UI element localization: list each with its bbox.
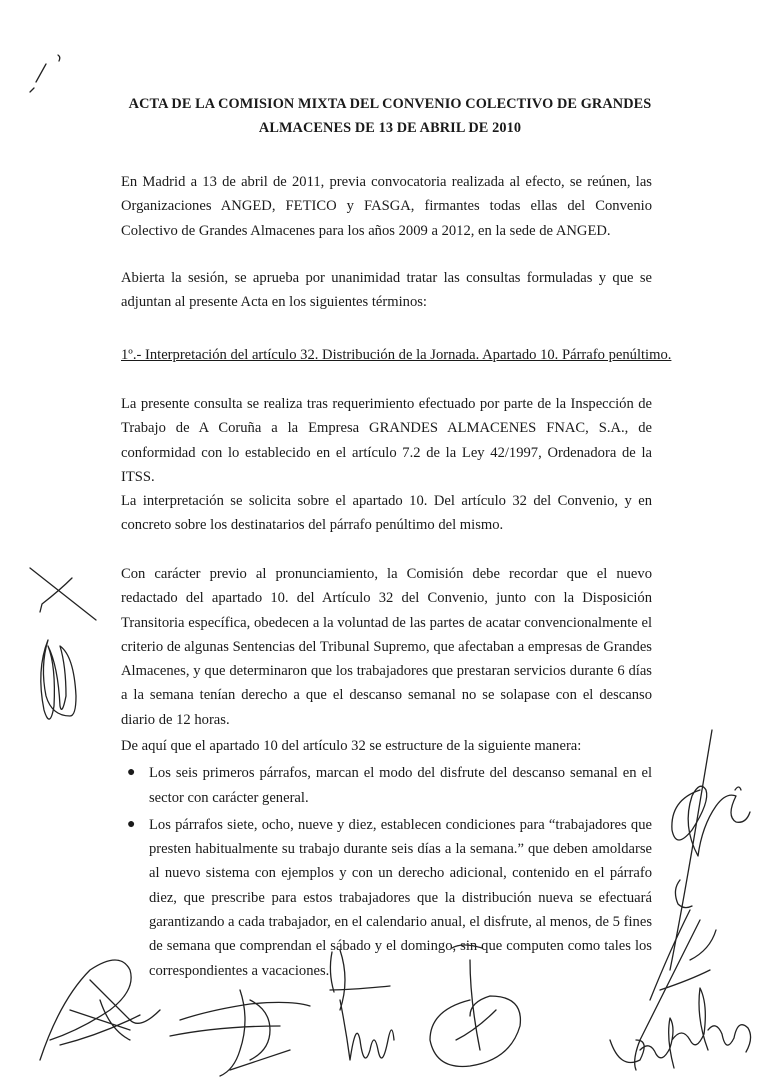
signature-right-upper-icon <box>672 786 750 856</box>
document-title <box>100 92 680 140</box>
signature-bottom-center-icon <box>330 986 394 1060</box>
bullet-icon: ● <box>127 816 136 832</box>
title-line-2: ALMACENES DE 13 DE ABRIL DE 2010 <box>258 120 522 136</box>
paragraph-estructura: De aquí que el apartado 10 del artículo 32 se estructure de la siguiente manera: <box>121 738 582 754</box>
bullet-text-1: Los seis primeros párrafos, marcan el modo del disfrute del descanso semanal en el sector con carácter general. <box>149 765 652 806</box>
list-item <box>121 813 652 983</box>
list-item <box>121 761 652 810</box>
paragraph-session: Abierta la sesión, se aprueba por unanimidad tratar las consultas formuladas y que se adjuntan al presente Acta en los siguientes términos: <box>121 270 652 311</box>
margin-mark-icon <box>30 55 60 92</box>
signature-bottom-center-left-icon <box>170 990 310 1076</box>
paragraph-caracter-previo: Con carácter previo al pronunciamiento, la Comisión debe recordar que el nuevo redactado del apartado 10. del Artículo 32 del Convenio, junto con la Disposición Transitoria específica, obedecen a la voluntad de las partes de acatar convencionalmente el criterio de algunas Sentencias del Tribunal Supremo, que afectaban a empresas de Grandes Almacenes, y que determinaron que los trabajadores que prestaran servicios durante 6 días a la semana tenían derecho a que el descanso semanal no se solapase con el descanso diario de 12 horas. <box>121 566 652 728</box>
paragraph-intro: En Madrid a 13 de abril de 2011, previa convocatoria realizada al efecto, se reúnen, las Organizaciones ANGED, FETICO y FASGA, firmantes todas ellas del Convenio Colectivo de Grandes Almacenes para los años 2009 a 2012, en la sede de ANGED. <box>121 174 652 239</box>
paragraph-interpretacion: La interpretación se solicita sobre el apartado 10. Del artículo 32 del Convenio, y en concreto sobre los destinatarios del párrafo penúltimo del mismo. <box>121 493 652 534</box>
bullet-icon: ● <box>127 765 136 781</box>
margin-line-icon <box>670 730 712 970</box>
bullet-text-2: Los párrafos siete, ocho, nueve y diez, establecen condiciones para “trabajadores que presten habitualmente su trabajo durante seis días a la semana.” que deben amoldarse al nuevo sistema con ejemplos y con un derecho adicional, contenido en el párrafo diez, que prescribe para estos trabajadores que la distribución nueva se efectuará garantizando a cada trabajador, en el calendario anual, el disfrute, al menos, de 5 fines de semana que comprendan el sábado y el domingo, sin que computen como tales los correspondientes a vacaciones. <box>149 816 652 979</box>
title-line-1: ACTA DE LA COMISION MIXTA DEL CONVENIO COLECTIVO DE GRANDES <box>128 96 652 112</box>
structure-section <box>121 734 652 983</box>
signature-right-bracket-icon <box>675 880 692 908</box>
section-heading-1: 1º.- Interpretación del artículo 32. Distribución de la Jornada. Apartado 10. Párrafo penúltimo. <box>121 347 672 363</box>
paragraph-consulta: La presente consulta se realiza tras requerimiento efectuado por parte de la Inspección de Trabajo de A Coruña a la Empresa GRANDES ALMACENES FNAC, S.A., de conformidad con lo establecido en el artículo 7.2 de la Ley 42/1997, Ordenadora de la ITSS. <box>121 396 652 485</box>
initial-x-icon <box>30 568 96 620</box>
initial-scribble-icon <box>41 640 76 719</box>
signature-bottom-right-icon <box>610 988 751 1068</box>
